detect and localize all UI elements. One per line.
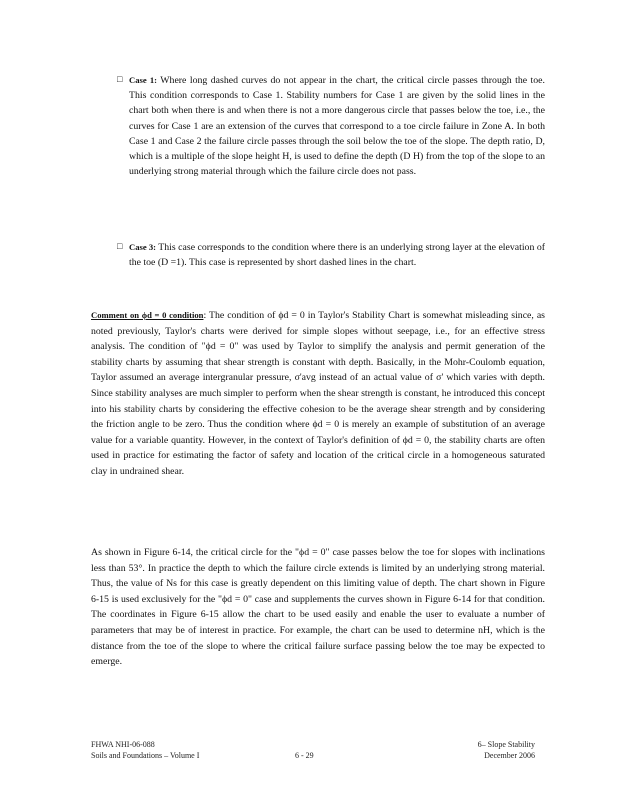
case-3-label: Case 3: [129,242,156,252]
comment-heading: Comment on ϕd = 0 condition [91,310,204,320]
bullet-icon: □ [117,241,123,251]
footer-right [440,739,535,761]
footer-left [91,739,199,761]
figure-paragraph [91,545,545,670]
footer-page-number: 6 - 29 [295,751,314,760]
footer-chapter: 6– Slope Stability [477,740,535,749]
figure-paragraph-text: As shown in Figure 6-14, the critical circle for the "ϕd = 0" case passes below the toe for slopes with inclinations less than 53°. In practice the depth to which the failure circle extends is limited by an underlying strong material. Thus, the value of Ns for this case is greatly dependent on this limiting value of depth. The chart shown in Figure 6-15 is used exclusively for the "ϕd = 0" case and supplements the curves shown in Figure 6-14 for that condition. The coordinates in Figure 6-15 allow the chart to be used easily and enable the user to evaluate a number of parameters that may be of interest in practice. For example, the chart can be used to determine nH, which is the distance from the toe of the slope to where the critical failure surface passing below the toe may be expected to emerge. [91,547,545,668]
footer-report-number: FHWA NHI-06-088 [91,740,155,749]
comment-paragraph [91,308,545,480]
case-3-item [117,240,545,270]
footer-date: December 2006 [484,751,535,760]
case-3-text: Case 3: This case corresponds to the condition where there is an underlying strong layer at the elevation of the toe (D =1). This case is represented by short dashed lines in the chart. [129,242,545,269]
comment-text: : The condition of ϕd = 0 in Taylor's Stability Chart is somewhat misleading since, as noted previously, Taylor's charts were derived for simple slopes without seepage, i.e., for an effective stress analysis. The condition of "ϕd = 0" was used by Taylor to simplify the analysis and permit generation of the stability charts by assuming that shear strength is constant with depth. Basically, in the Mohr-Coulomb equation, Taylor assumed an average intergranular pressure, σ'avg instead of an actual value of σ' which varies with depth. Since stability analyses are much simpler to perform when the shear strength is constant, he introduced this concept into his stability charts by considering the effective cohesion to be the average shear strength and by considering the friction angle to be zero. Thus the condition where ϕd = 0 is merely an example of substitution of an average value for a variable quantity. However, in the context of Taylor's definition of ϕd = 0, the stability charts are often used in practice for estimating the factor of safety and location of the critical circle in a homogeneous saturated clay in undrained shear. [91,310,545,477]
case-1-item [117,73,545,179]
case-1-text: Case 1: Where long dashed curves do not appear in the chart, the critical circle passes through the toe. This condition corresponds to Case 1. Stability numbers for Case 1 are given by the solid lines in the chart both when there is and when there is not a more dangerous circle that passes below the toe, i.e., the curves for Case 1 are an extension of the curves that correspond to a toe circle failure in Zone A. In both Case 1 and Case 2 the failure circle passes through the soil below the toe of the slope. The depth ratio, D, which is a multiple of the slope height H, is used to define the depth (D H) from the top of the slope to an underlying strong material through which the failure circle does not pass. [129,75,545,178]
footer-title: Soils and Foundations – Volume I [91,751,200,760]
case-1-label: Case 1: [129,75,157,85]
bullet-icon: □ [117,74,123,84]
